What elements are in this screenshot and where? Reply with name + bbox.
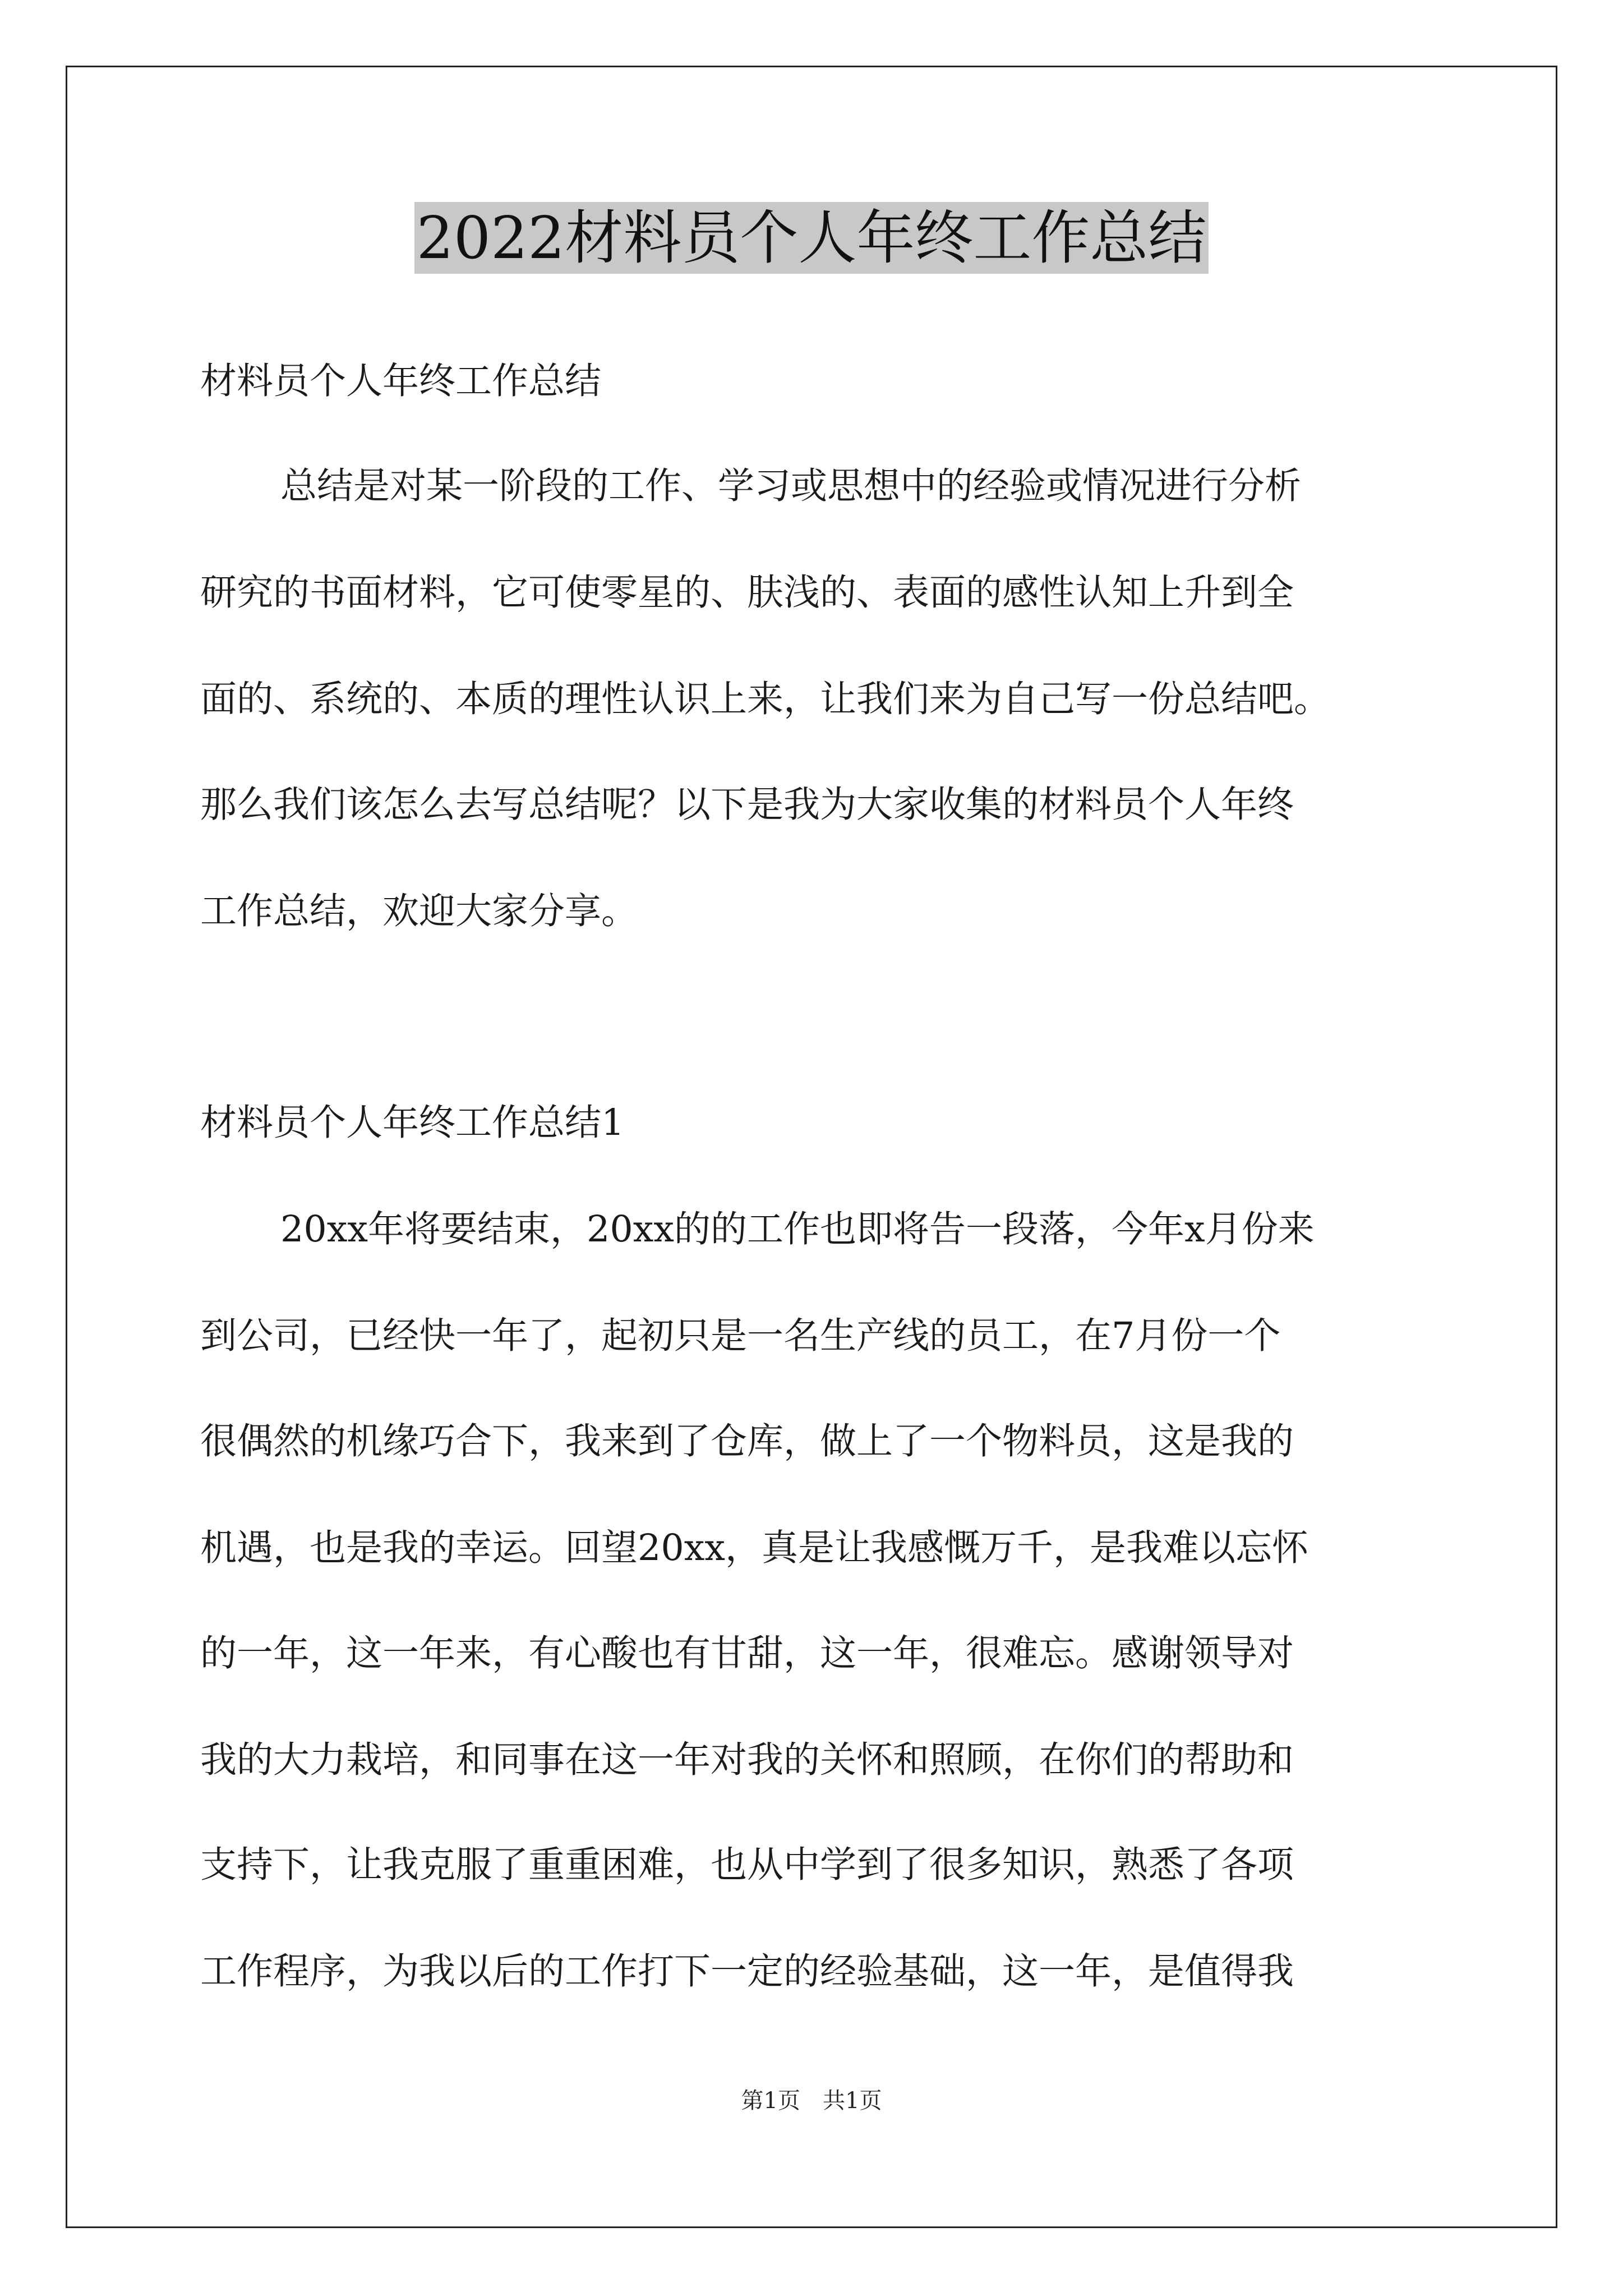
intro-line: 那么我们该怎么去写总结呢？以下是我为大家收集的材料员个人年终 — [200, 784, 1294, 826]
section-line: 机遇，也是我的幸运。回望20xx，真是让我感慨万千，是我难以忘怀 — [200, 1527, 1309, 1569]
section-line: 我的大力栽培，和同事在这一年对我的关怀和照顾，在你们的帮助和 — [200, 1739, 1294, 1781]
section-line: 支持下，让我克服了重重困难，也从中学到了很多知识，熟悉了各项 — [200, 1844, 1294, 1886]
intro-line: 面的、系统的、本质的理性认识上来，让我们来为自己写一份总结吧。 — [200, 678, 1331, 720]
page-footer: 第1页 共1页 — [741, 2088, 882, 2114]
intro-line: 研究的书面材料，它可使零星的、肤浅的、表面的感性认知上升到全 — [200, 572, 1294, 614]
document-title: 2022材料员个人年终工作总结 — [414, 202, 1209, 274]
section-line: 到公司，已经快一年了，起初只是一名生产线的员工，在7月份一个 — [200, 1315, 1281, 1357]
section-heading: 材料员个人年终工作总结1 — [200, 1102, 625, 1144]
section-line: 的一年，这一年来，有心酸也有甘甜，这一年，很难忘。感谢领导对 — [200, 1632, 1294, 1674]
section-line: 工作程序，为我以后的工作打下一定的经验基础，这一年，是值得我 — [200, 1950, 1294, 1993]
section-line: 20xx年将要结束，20xx的的工作也即将告一段落，今年x月份来 — [280, 1208, 1315, 1250]
intro-line: 总结是对某一阶段的工作、学习或思想中的经验或情况进行分析 — [280, 465, 1302, 507]
document-subtitle: 材料员个人年终工作总结 — [200, 360, 602, 402]
title-container — [0, 202, 1623, 274]
section-line: 很偶然的机缘巧合下，我来到了仓库，做上了一个物料员，这是我的 — [200, 1420, 1294, 1462]
intro-line: 工作总结，欢迎大家分享。 — [200, 890, 638, 932]
